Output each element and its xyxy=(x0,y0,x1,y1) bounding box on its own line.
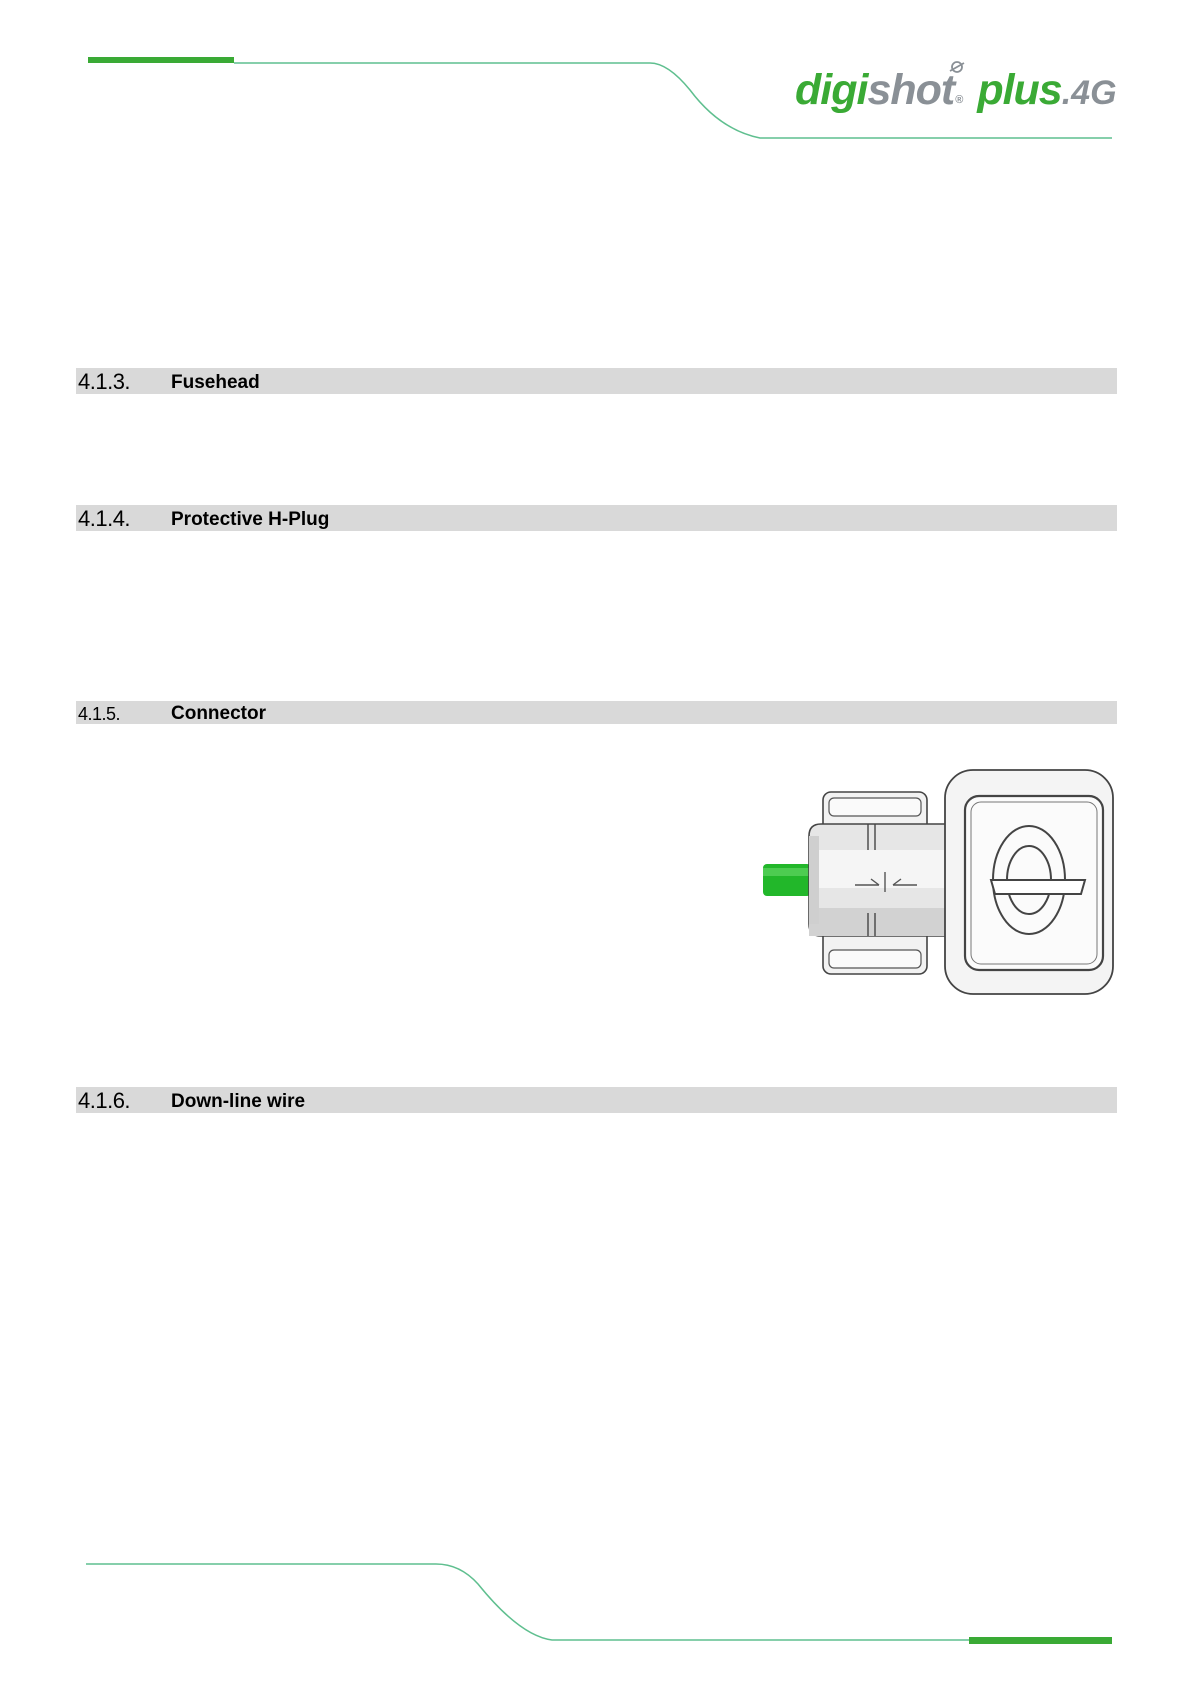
section-heading-4-1-5 xyxy=(76,701,1117,724)
footer-rule-line xyxy=(86,1564,1112,1640)
logo-shot: shot xyxy=(867,66,955,114)
brand-logo xyxy=(795,66,1117,126)
section-number: 4.1.3. xyxy=(78,369,131,394)
footer-green-bar xyxy=(969,1637,1112,1644)
section-title: Fusehead xyxy=(171,372,260,393)
section-heading-4-1-3 xyxy=(76,368,1117,394)
section-title: Protective H-Plug xyxy=(171,509,330,530)
footer-decoration xyxy=(0,1540,1191,1684)
section-title: Connector xyxy=(171,703,266,724)
section-number: 4.1.6. xyxy=(78,1088,131,1113)
section-heading-4-1-6 xyxy=(76,1087,1117,1113)
logo-registered-mark: ® xyxy=(955,94,964,106)
logo-4g: .4G xyxy=(1061,74,1117,112)
section-number: 4.1.5. xyxy=(78,704,121,724)
logo-fuse-icon xyxy=(947,58,967,78)
connector-illustration xyxy=(763,768,1115,998)
section-number: 4.1.4. xyxy=(78,506,131,531)
logo-digi: digi xyxy=(795,66,868,114)
logo-plus: plus xyxy=(977,66,1062,114)
section-title: Down-line wire xyxy=(171,1091,306,1112)
section-heading-4-1-4 xyxy=(76,505,1117,531)
header-green-bar xyxy=(88,57,234,63)
